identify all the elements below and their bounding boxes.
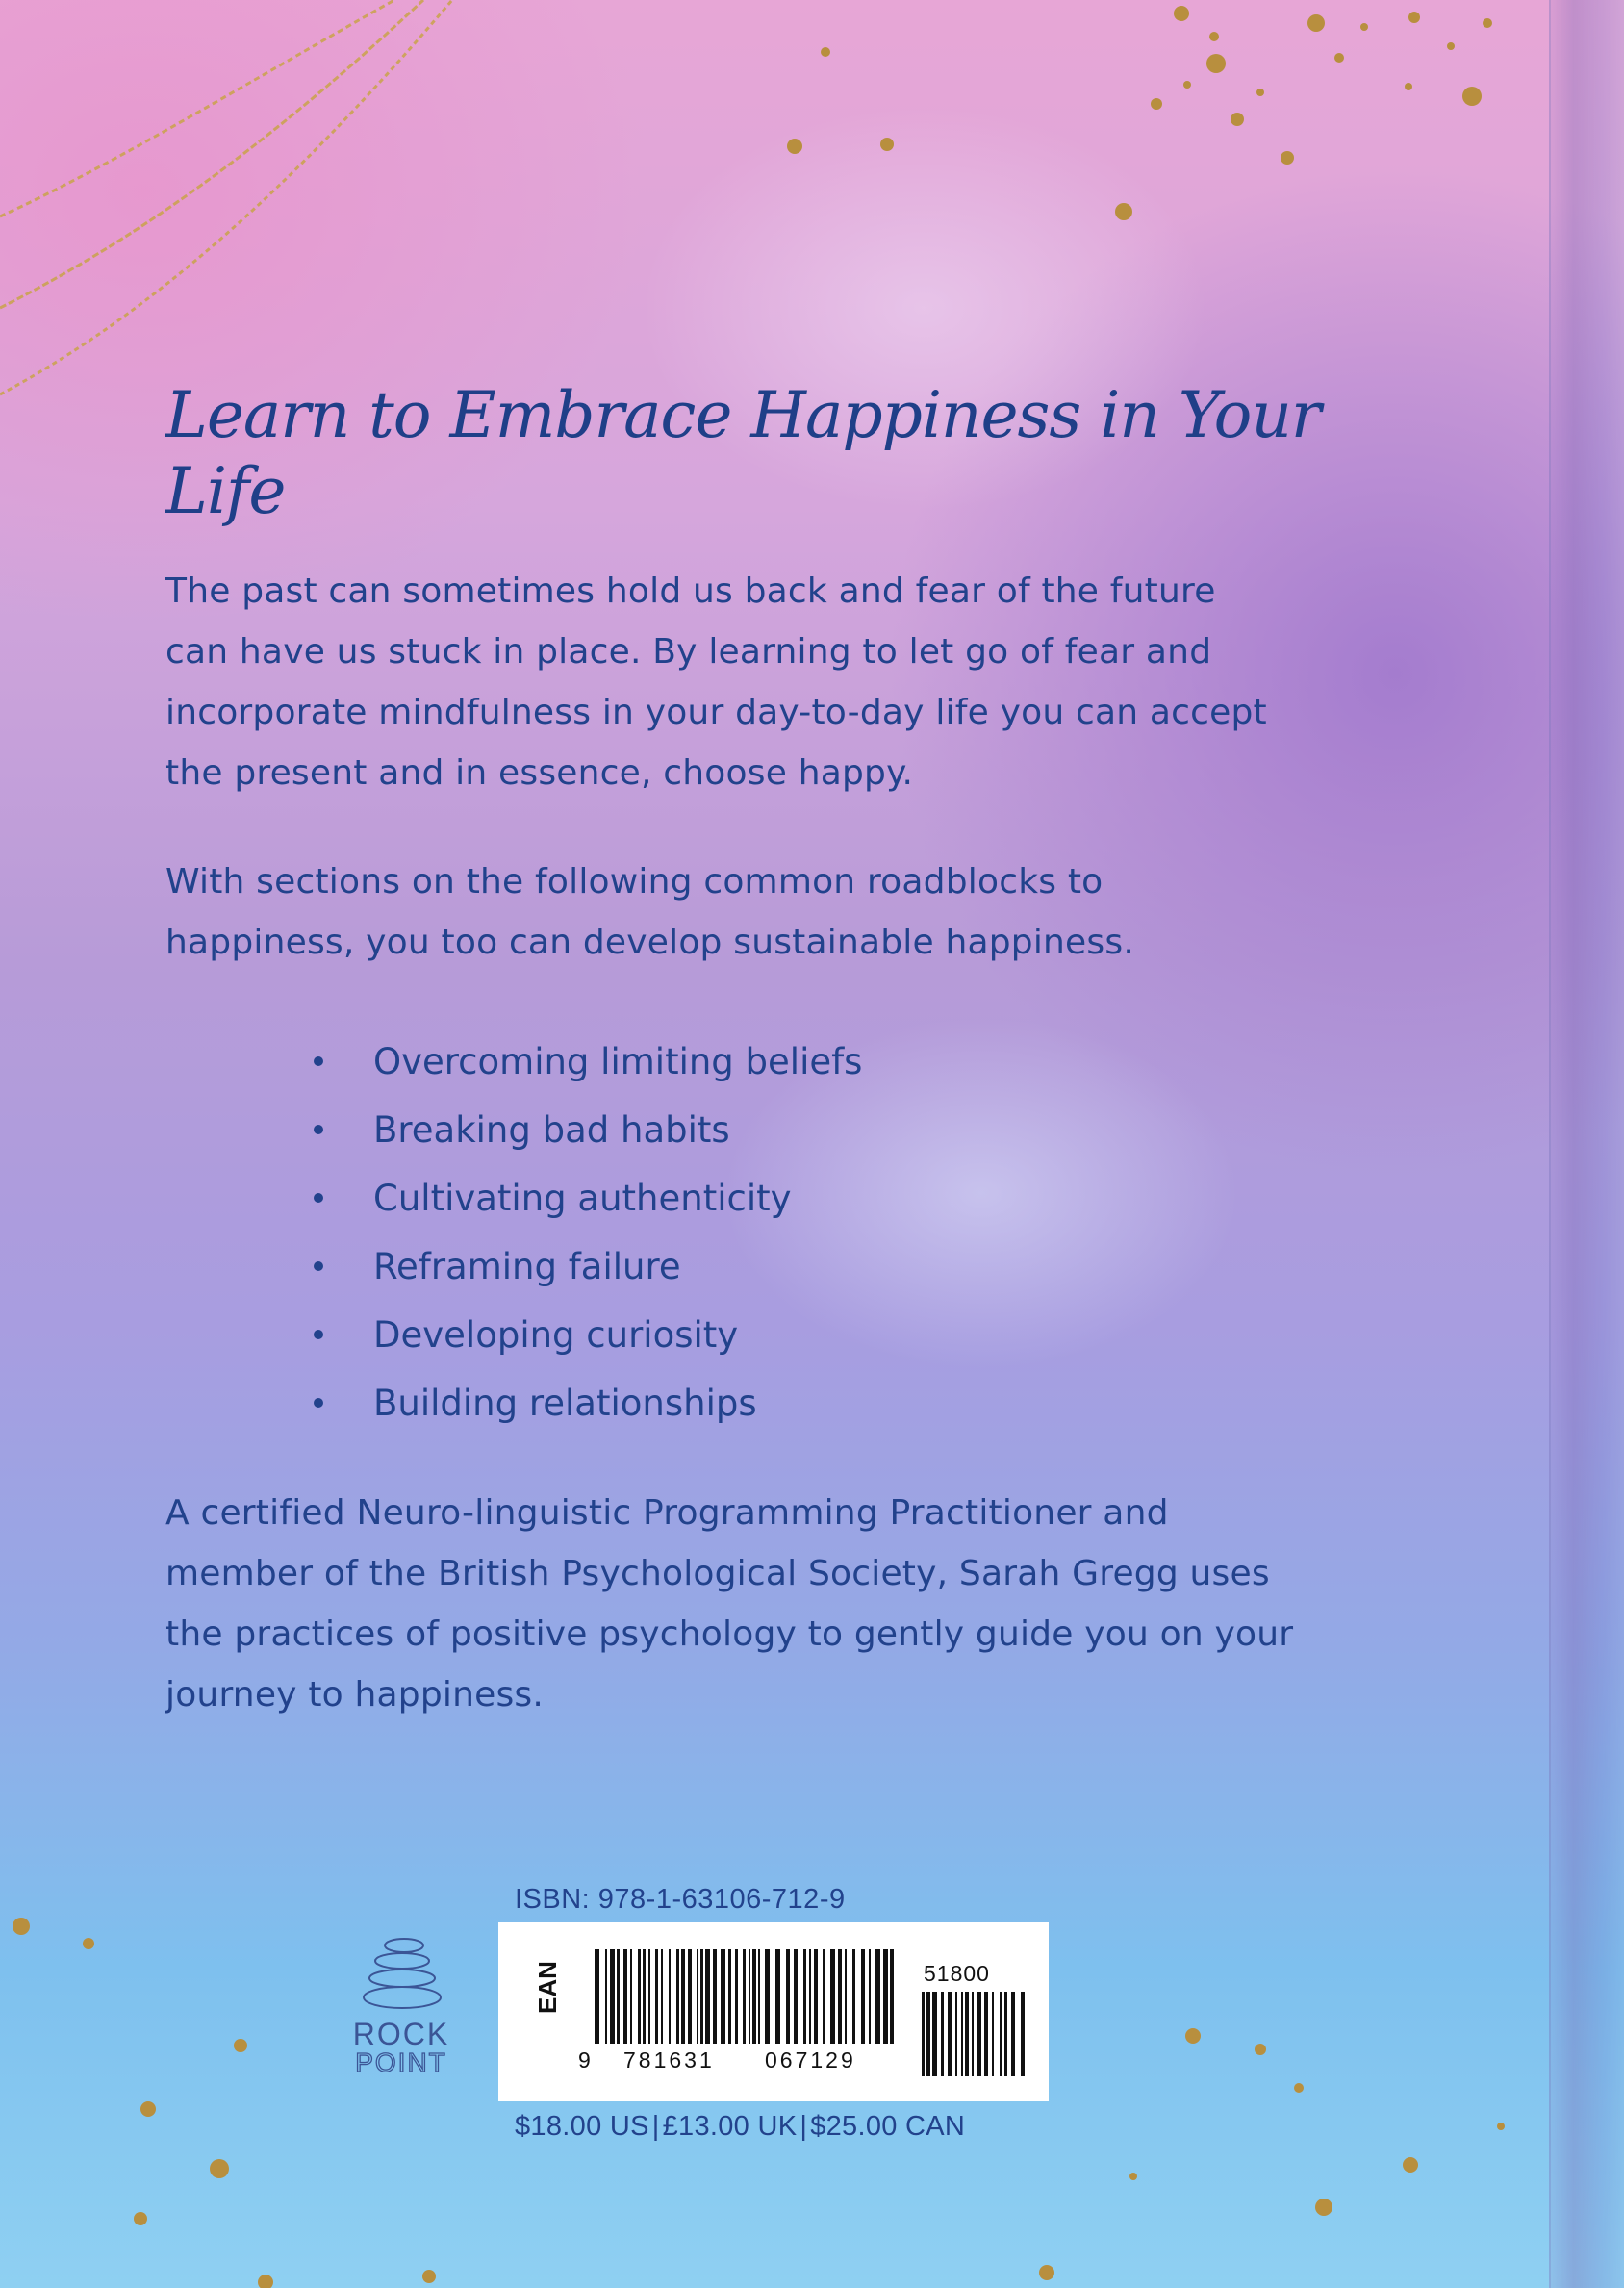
bio-line: member of the British Psychological Society, Sarah Gregg uses	[165, 1554, 1270, 1593]
barcode-price-code: 51800	[924, 1961, 990, 1986]
price-us: $18.00 US	[515, 2111, 649, 2142]
barcode-bar	[786, 1949, 790, 2044]
publisher-name-line1: ROCK	[352, 2017, 450, 2051]
barcode-bar	[752, 1949, 756, 2044]
intro-paragraph	[165, 561, 1387, 803]
price-line	[515, 2111, 965, 2143]
list-item-label: Breaking bad habits	[373, 1109, 730, 1151]
barcode-bars	[498, 1922, 1049, 2101]
bio-line: the practices of positive psychology to gently guide you on your	[165, 1614, 1294, 1654]
barcode-bar	[749, 1949, 750, 2044]
barcode-bar	[669, 1949, 671, 2044]
barcode-bar	[984, 1992, 988, 2076]
roadblocks-list	[306, 1028, 862, 1437]
barcode-bar	[638, 1949, 641, 2044]
intro-line: incorporate mindfulness in your day-to-day life you can accept	[165, 693, 1267, 732]
barcode-bar	[661, 1949, 663, 2044]
barcode-bar	[655, 1949, 658, 2044]
list-item	[306, 1028, 862, 1096]
list-item-label: Developing curiosity	[373, 1314, 739, 1356]
barcode-bar	[721, 1949, 725, 2044]
barcode-bar	[1004, 1992, 1007, 2076]
intro-line: The past can sometimes hold us back and fear of the future	[165, 572, 1216, 611]
barcode-bar	[728, 1949, 731, 2044]
barcode-bar	[861, 1949, 865, 2044]
barcode-bar	[852, 1949, 855, 2044]
barcode-bar	[765, 1949, 770, 2044]
price-can: $25.00 CAN	[810, 2111, 966, 2142]
list-item	[306, 1096, 862, 1164]
list-item-label: Overcoming limiting beliefs	[373, 1041, 863, 1082]
barcode-bar	[1011, 1992, 1015, 2076]
barcode-bar	[883, 1949, 888, 2044]
barcode-bar	[794, 1949, 798, 2044]
author-bio-paragraph	[165, 1483, 1387, 1725]
list-item	[306, 1164, 862, 1233]
barcode-bar	[617, 1949, 620, 2044]
bullet-dot-icon	[314, 1056, 323, 1066]
barcode-bar	[890, 1949, 894, 2044]
list-item-label: Reframing failure	[373, 1246, 681, 1287]
barcode-bar	[648, 1949, 650, 2044]
sections-line: With sections on the following common roadblocks to	[165, 862, 1104, 902]
barcode-bar	[814, 1949, 818, 2044]
barcode-bar	[605, 1949, 607, 2044]
spine-edge	[1549, 0, 1624, 2288]
sections-paragraph	[165, 852, 1387, 973]
bullet-dot-icon	[314, 1193, 323, 1203]
barcode-bar	[1021, 1992, 1025, 2076]
barcode-bar	[630, 1949, 632, 2044]
barcode-bar	[941, 1992, 944, 2076]
barcode-bar	[823, 1949, 825, 2044]
list-item	[306, 1301, 862, 1369]
barcode-bar	[992, 1992, 994, 2076]
list-item	[306, 1233, 862, 1301]
barcode-bar	[955, 1992, 957, 2076]
list-item-label: Building relationships	[373, 1383, 757, 1424]
list-item-label: Cultivating authenticity	[373, 1178, 792, 1219]
barcode-bar	[875, 1949, 880, 2044]
barcode-bar	[623, 1949, 627, 2044]
barcode-bar	[775, 1949, 780, 2044]
stacked-stones-icon	[343, 1934, 460, 2017]
barcode-bar	[676, 1949, 679, 2044]
barcode-bar	[977, 1992, 981, 2076]
bullet-dot-icon	[314, 1398, 323, 1408]
price-separator: |	[799, 2111, 808, 2142]
publisher-name-line2: POINT	[355, 2047, 447, 2077]
barcode-left-group: 781631	[623, 2047, 715, 2072]
barcode-bar	[803, 1949, 806, 2044]
barcode-bar	[809, 1949, 811, 2044]
sections-line: happiness, you too can develop sustainable happiness.	[165, 923, 1134, 962]
headline: Learn to Embrace Happiness in Your Life	[165, 378, 1321, 529]
bio-line: A certified Neuro-linguistic Programming Practitioner and	[165, 1493, 1169, 1533]
barcode-bar	[705, 1949, 710, 2044]
isbn-label: ISBN: 978-1-63106-712-9	[515, 1884, 846, 1915]
barcode-bar	[595, 1949, 599, 2044]
barcode-bar	[743, 1949, 746, 2044]
barcode-bar	[643, 1949, 646, 2044]
publisher-logo	[343, 1934, 460, 2078]
barcode-bar	[610, 1949, 615, 2044]
barcode-bar	[688, 1949, 692, 2044]
barcode-bar	[965, 1992, 969, 2076]
barcode-bar	[713, 1949, 717, 2044]
barcode-bar	[961, 1992, 963, 2076]
price-uk: £13.00 UK	[662, 2111, 798, 2142]
gold-swirl-lines	[0, 0, 462, 423]
bullet-dot-icon	[314, 1125, 323, 1134]
barcode-bar	[869, 1949, 871, 2044]
barcode-right-group: 067129	[765, 2047, 856, 2072]
barcode-bar	[830, 1949, 835, 2044]
barcode-bar	[845, 1949, 847, 2044]
intro-line: can have us stuck in place. By learning to let go of fear and	[165, 632, 1212, 672]
barcode-bar	[922, 1992, 925, 2076]
intro-line: the present and in essence, choose happy.	[165, 753, 914, 793]
barcode-bar	[838, 1949, 842, 2044]
barcode-bar	[735, 1949, 738, 2044]
price-separator: |	[651, 2111, 660, 2142]
bullet-dot-icon	[314, 1261, 323, 1271]
barcode-bar	[932, 1992, 937, 2076]
ean-label: EAN	[532, 1961, 562, 2014]
barcode-bar	[681, 1949, 685, 2044]
bullet-dot-icon	[314, 1330, 323, 1339]
barcode-bar	[948, 1992, 952, 2076]
barcode-bar	[700, 1949, 703, 2044]
bio-line: journey to happiness.	[165, 1675, 545, 1715]
barcode-bar	[697, 1949, 698, 2044]
list-item	[306, 1369, 862, 1437]
barcode-bar	[758, 1949, 760, 2044]
barcode-label	[498, 1922, 1049, 2101]
barcode-bar	[1000, 1992, 1002, 2076]
barcode-first-digit: 9	[578, 2047, 591, 2072]
barcode-bar	[926, 1992, 930, 2076]
barcode-bar	[972, 1992, 974, 2076]
